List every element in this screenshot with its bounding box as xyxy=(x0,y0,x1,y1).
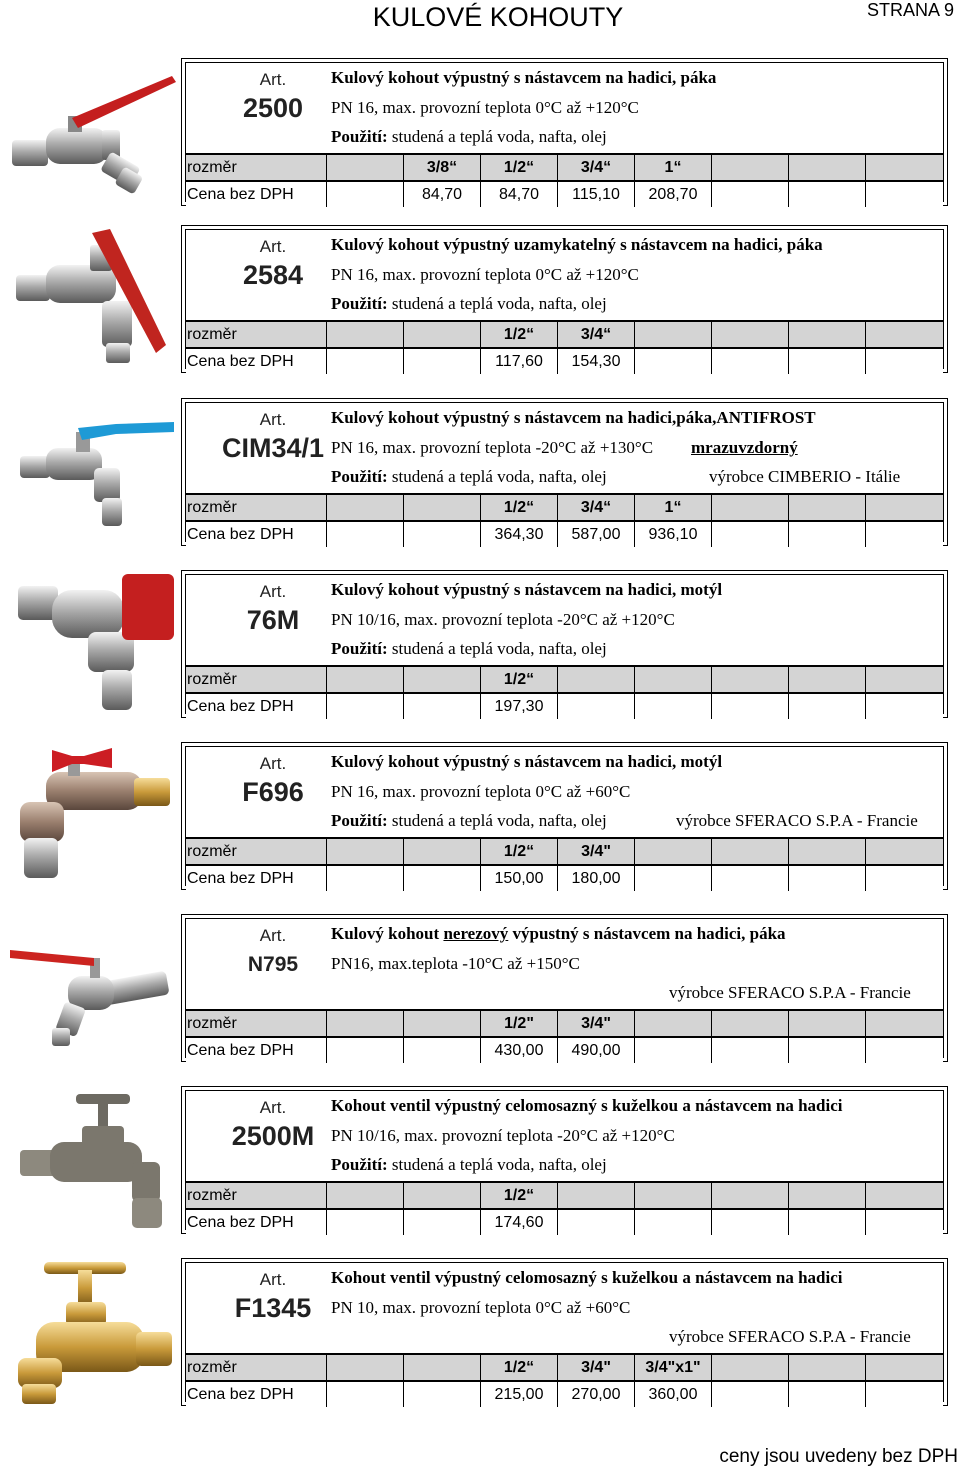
size-value xyxy=(558,1183,635,1208)
price-label: Cena bez DPH xyxy=(186,1038,327,1063)
table-cell xyxy=(327,866,404,891)
table-cell xyxy=(789,866,866,891)
product-block xyxy=(0,398,960,548)
table-cell xyxy=(327,349,404,374)
price-value: 84,70 xyxy=(481,182,558,207)
table-cell xyxy=(712,349,789,374)
size-value: 3/8“ xyxy=(404,155,481,180)
faucet-butterfly-red-icon xyxy=(6,570,178,720)
table-cell xyxy=(327,839,404,864)
product-block xyxy=(0,1258,960,1408)
table-cell xyxy=(789,1038,866,1063)
price-label: Cena bez DPH xyxy=(186,1210,327,1235)
product-usage xyxy=(331,127,607,147)
article-number: CIM34/1 xyxy=(221,433,325,463)
manufacturer: výrobce CIMBERIO - Itálie xyxy=(709,467,901,486)
table-cell xyxy=(866,694,943,719)
size-value xyxy=(635,1183,712,1208)
table-cell xyxy=(712,839,789,864)
faucet-lockable-red-icon xyxy=(6,225,178,375)
price-value: 490,00 xyxy=(558,1038,635,1063)
usage-text: studená a teplá voda, nafta, olej xyxy=(387,127,607,146)
table-cell xyxy=(712,866,789,891)
table-cell xyxy=(789,349,866,374)
price-value: 84,70 xyxy=(404,182,481,207)
price-value: 215,00 xyxy=(481,1382,558,1407)
price-row xyxy=(186,522,943,547)
name-part: Kulový kohout xyxy=(331,924,444,943)
size-value xyxy=(635,322,712,347)
size-value: 1/2“ xyxy=(481,322,558,347)
size-row xyxy=(186,1355,943,1382)
faucet-lever-blue-icon xyxy=(6,398,178,548)
price-value xyxy=(558,1210,635,1235)
product-usage xyxy=(331,1155,607,1175)
size-row xyxy=(186,667,943,694)
table-cell xyxy=(712,667,789,692)
size-label: rozměr xyxy=(186,839,327,864)
price-label: Cena bez DPH xyxy=(186,694,327,719)
price-value xyxy=(558,694,635,719)
table-cell xyxy=(327,1038,404,1063)
name-part: výpustný s nástavcem na hadici, páka xyxy=(508,924,786,943)
price-value: 270,00 xyxy=(558,1382,635,1407)
usage-text: studená a teplá voda, nafta, olej xyxy=(387,1155,607,1174)
table-cell xyxy=(866,1382,943,1407)
product-block xyxy=(0,58,960,208)
table-cell xyxy=(327,322,404,347)
table-cell xyxy=(866,1038,943,1063)
size-value: 1/2“ xyxy=(481,667,558,692)
size-value xyxy=(404,495,481,520)
product-block xyxy=(0,914,960,1064)
size-value xyxy=(635,1011,712,1036)
product-spec: PN 16, max. provozní teplota 0°C až +120°C xyxy=(331,98,639,117)
product-block xyxy=(0,225,960,375)
usage-text: studená a teplá voda, nafta, olej xyxy=(387,467,607,486)
size-value: 1/2“ xyxy=(481,495,558,520)
usage-label: Použití: xyxy=(331,294,388,313)
usage-label: Použití: xyxy=(331,811,388,830)
price-value: 117,60 xyxy=(481,349,558,374)
usage-label: Použití: xyxy=(331,467,388,486)
size-value: 3/4“ xyxy=(558,495,635,520)
product-name: Kohout ventil výpustný celomosazný s kuželkou a nástavcem na hadici xyxy=(331,1096,843,1115)
table-cell xyxy=(712,694,789,719)
table-cell xyxy=(789,182,866,207)
table-cell xyxy=(789,522,866,547)
price-row xyxy=(186,866,943,891)
table-cell xyxy=(866,322,943,347)
price-value xyxy=(635,1038,712,1063)
price-row xyxy=(186,1382,943,1407)
table-cell xyxy=(866,866,943,891)
price-table xyxy=(186,1353,943,1406)
product-spec: PN 10/16, max. provozní teplota -20°C až +120°C xyxy=(331,610,675,629)
price-label: Cena bez DPH xyxy=(186,1382,327,1407)
product-usage xyxy=(331,467,607,487)
price-value xyxy=(635,866,712,891)
product-block xyxy=(0,742,960,892)
size-row xyxy=(186,322,943,349)
price-value xyxy=(404,866,481,891)
price-value: 115,10 xyxy=(558,182,635,207)
size-value: 1/2“ xyxy=(481,155,558,180)
usage-label: Použití: xyxy=(331,1155,388,1174)
table-cell xyxy=(789,694,866,719)
price-value: 150,00 xyxy=(481,866,558,891)
article-number: F1345 xyxy=(234,1293,312,1323)
price-label: Cena bez DPH xyxy=(186,866,327,891)
table-cell xyxy=(789,667,866,692)
product-usage xyxy=(331,294,607,314)
product-name: Kulový kohout výpustný s nástavcem na hadici, motýl xyxy=(331,752,723,771)
size-label: rozměr xyxy=(186,667,327,692)
price-row xyxy=(186,1210,943,1235)
table-cell xyxy=(866,1011,943,1036)
price-value: 154,30 xyxy=(558,349,635,374)
table-cell xyxy=(712,522,789,547)
table-cell xyxy=(327,522,404,547)
page-title: KULOVÉ KOHOUTY xyxy=(372,2,624,32)
product-usage xyxy=(331,811,607,831)
size-value: 3/4" xyxy=(558,839,635,864)
table-cell xyxy=(712,182,789,207)
product-spec: PN 10/16, max. provozní teplota -20°C až +120°C xyxy=(331,1126,675,1145)
product-frame xyxy=(181,225,948,373)
table-cell xyxy=(866,1355,943,1380)
price-value xyxy=(404,522,481,547)
size-value: 3/4“ xyxy=(558,155,635,180)
price-value: 430,00 xyxy=(481,1038,558,1063)
product-frame xyxy=(181,1258,948,1406)
product-name: Kulový kohout výpustný s nástavcem na hadici, páka xyxy=(331,68,717,87)
table-cell xyxy=(866,667,943,692)
table-cell xyxy=(712,155,789,180)
size-value xyxy=(404,667,481,692)
table-cell xyxy=(866,839,943,864)
size-value xyxy=(404,839,481,864)
price-value xyxy=(635,349,712,374)
price-table xyxy=(186,493,943,546)
frost-resistant-note: mrazuvzdorný xyxy=(691,438,798,457)
table-cell xyxy=(712,322,789,347)
price-row xyxy=(186,1038,943,1063)
price-value: 208,70 xyxy=(635,182,712,207)
article-number: F696 xyxy=(242,777,304,807)
product-spec: PN 10, max. provozní teplota 0°C až +60°C xyxy=(331,1298,631,1317)
price-value: 936,10 xyxy=(635,522,712,547)
size-value: 1/2“ xyxy=(481,839,558,864)
price-value: 360,00 xyxy=(635,1382,712,1407)
table-cell xyxy=(866,1210,943,1235)
table-cell xyxy=(327,495,404,520)
price-table xyxy=(186,320,943,373)
table-cell xyxy=(789,495,866,520)
size-value xyxy=(404,1355,481,1380)
price-value: 174,60 xyxy=(481,1210,558,1235)
product-frame xyxy=(181,742,948,890)
price-table xyxy=(186,1181,943,1234)
footer-note: ceny jsou uvedeny bez DPH xyxy=(719,1446,958,1467)
price-row xyxy=(186,349,943,374)
usage-label: Použití: xyxy=(331,127,388,146)
table-cell xyxy=(789,1382,866,1407)
table-cell xyxy=(327,1355,404,1380)
table-cell xyxy=(789,322,866,347)
size-value: 1/2“ xyxy=(481,1355,558,1380)
article-number: 2500M xyxy=(231,1121,315,1151)
size-value xyxy=(404,1011,481,1036)
product-frame xyxy=(181,398,948,546)
size-value: 1/2" xyxy=(481,1011,558,1036)
table-cell xyxy=(327,1382,404,1407)
product-spec: PN 16, max. provozní teplota 0°C až +120°C xyxy=(331,265,639,284)
table-cell xyxy=(327,1011,404,1036)
art-label: Art. xyxy=(259,926,287,945)
product-name: Kulový kohout výpustný s nástavcem na hadici, motýl xyxy=(331,580,723,599)
size-value: 1“ xyxy=(635,495,712,520)
table-cell xyxy=(712,495,789,520)
price-table xyxy=(186,665,943,718)
price-value xyxy=(635,1210,712,1235)
price-row xyxy=(186,694,943,719)
price-label: Cena bez DPH xyxy=(186,522,327,547)
art-label: Art. xyxy=(259,754,287,773)
price-table xyxy=(186,153,943,206)
price-value xyxy=(404,1038,481,1063)
size-row xyxy=(186,1183,943,1210)
price-value: 587,00 xyxy=(558,522,635,547)
faucet-butterfly-red-icon xyxy=(6,742,178,892)
price-table xyxy=(186,837,943,890)
product-frame xyxy=(181,914,948,1062)
price-row xyxy=(186,182,943,207)
product-frame xyxy=(181,570,948,718)
product-frame xyxy=(181,1086,948,1234)
art-label: Art. xyxy=(259,1098,287,1117)
size-row xyxy=(186,495,943,522)
price-value xyxy=(404,1382,481,1407)
size-label: rozměr xyxy=(186,322,327,347)
product-block xyxy=(0,570,960,720)
product-block xyxy=(0,1086,960,1236)
size-value: 1/2“ xyxy=(481,1183,558,1208)
price-value: 197,30 xyxy=(481,694,558,719)
usage-text: studená a teplá voda, nafta, olej xyxy=(387,294,607,313)
stainless-note: nerezový xyxy=(443,924,509,943)
faucet-valve-tee-handle-icon xyxy=(6,1086,178,1236)
product-name: Kohout ventil výpustný celomosazný s kuželkou a nástavcem na hadici xyxy=(331,1268,843,1287)
price-value: 180,00 xyxy=(558,866,635,891)
product-frame xyxy=(181,58,948,206)
table-cell xyxy=(789,839,866,864)
size-value: 3/4" xyxy=(558,1011,635,1036)
size-label: rozměr xyxy=(186,1011,327,1036)
price-value: 364,30 xyxy=(481,522,558,547)
art-label: Art. xyxy=(259,410,287,429)
size-value: 3/4“ xyxy=(558,322,635,347)
table-cell xyxy=(789,155,866,180)
size-label: rozměr xyxy=(186,155,327,180)
table-cell xyxy=(866,495,943,520)
size-row xyxy=(186,1011,943,1038)
price-label: Cena bez DPH xyxy=(186,349,327,374)
size-value: 3/4"x1" xyxy=(635,1355,712,1380)
table-cell xyxy=(866,182,943,207)
table-cell xyxy=(866,349,943,374)
size-value xyxy=(635,839,712,864)
table-cell xyxy=(712,1011,789,1036)
manufacturer: výrobce SFERACO S.P.A - Francie xyxy=(669,983,911,1002)
size-value xyxy=(635,667,712,692)
faucet-lever-red-icon xyxy=(6,58,178,208)
art-label: Art. xyxy=(259,1270,287,1289)
product-spec: PN 16, max. provozní teplota -20°C až +130°C xyxy=(331,438,654,457)
table-cell xyxy=(866,1183,943,1208)
size-label: rozměr xyxy=(186,495,327,520)
art-label: Art. xyxy=(259,237,287,256)
table-cell xyxy=(866,522,943,547)
product-name: Kulový kohout výpustný uzamykatelný s nástavcem na hadici, páka xyxy=(331,235,823,254)
price-value xyxy=(635,694,712,719)
usage-text: studená a teplá voda, nafta, olej xyxy=(387,811,607,830)
size-value: 1“ xyxy=(635,155,712,180)
size-row xyxy=(186,839,943,866)
manufacturer: výrobce SFERACO S.P.A - Francie xyxy=(676,811,918,830)
price-value xyxy=(404,694,481,719)
table-cell xyxy=(789,1183,866,1208)
size-value xyxy=(404,1183,481,1208)
table-cell xyxy=(327,155,404,180)
table-cell xyxy=(789,1011,866,1036)
art-label: Art. xyxy=(259,70,287,89)
product-spec: PN 16, max. provozní teplota 0°C až +60°C xyxy=(331,782,631,801)
size-label: rozměr xyxy=(186,1183,327,1208)
product-name: Kulový kohout výpustný s nástavcem na hadici,páka,ANTIFROST xyxy=(331,408,816,427)
product-usage xyxy=(331,639,607,659)
article-number: 76M xyxy=(246,605,300,635)
page-number: STRANA 9 xyxy=(866,0,954,20)
price-label: Cena bez DPH xyxy=(186,182,327,207)
table-cell xyxy=(712,1210,789,1235)
table-cell xyxy=(327,1210,404,1235)
price-value xyxy=(404,1210,481,1235)
table-cell xyxy=(712,1183,789,1208)
manufacturer: výrobce SFERACO S.P.A - Francie xyxy=(669,1327,911,1346)
price-table xyxy=(186,1009,943,1062)
table-cell xyxy=(327,1183,404,1208)
faucet-stainless-lever-icon xyxy=(6,914,178,1064)
table-cell xyxy=(712,1038,789,1063)
table-cell xyxy=(327,694,404,719)
price-value xyxy=(404,349,481,374)
size-label: rozměr xyxy=(186,1355,327,1380)
table-cell xyxy=(327,667,404,692)
article-number: 2584 xyxy=(242,260,304,290)
article-number: 2500 xyxy=(242,93,304,123)
art-label: Art. xyxy=(259,582,287,601)
size-value: 3/4" xyxy=(558,1355,635,1380)
product-spec: PN16, max.teplota -10°C až +150°C xyxy=(331,954,580,973)
size-row xyxy=(186,155,943,182)
table-cell xyxy=(712,1355,789,1380)
table-cell xyxy=(789,1355,866,1380)
table-cell xyxy=(866,155,943,180)
table-cell xyxy=(712,1382,789,1407)
table-cell xyxy=(789,1210,866,1235)
product-name xyxy=(331,924,786,944)
usage-text: studená a teplá voda, nafta, olej xyxy=(387,639,607,658)
faucet-brass-valve-icon xyxy=(6,1258,178,1408)
size-value xyxy=(558,667,635,692)
size-value xyxy=(404,322,481,347)
article-number: N795 xyxy=(247,953,299,976)
table-cell xyxy=(327,182,404,207)
usage-label: Použití: xyxy=(331,639,388,658)
